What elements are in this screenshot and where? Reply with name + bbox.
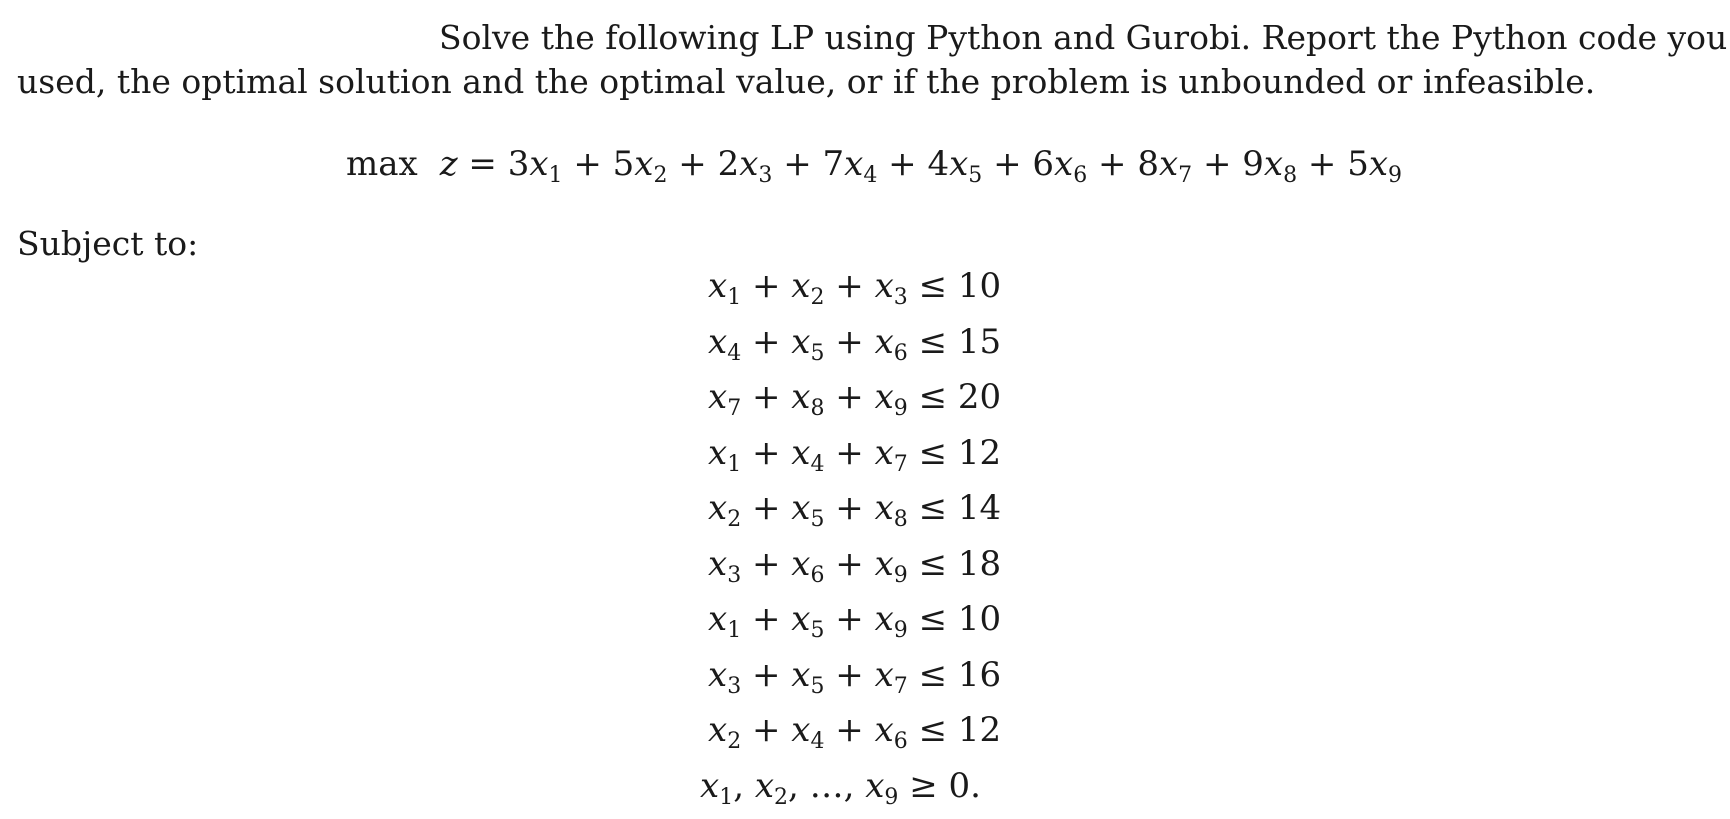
variable-subscript: 4 (727, 341, 741, 366)
objective-term (508, 144, 563, 184)
variable-subscript: 9 (1388, 163, 1402, 188)
subject-to-label: Subject to: (17, 222, 1697, 266)
variable: $x_2$ (708, 488, 741, 528)
variable-subscript: 5 (810, 618, 824, 643)
variable-subscript: 7 (1178, 163, 1192, 188)
variable-subscript: 4 (810, 452, 824, 477)
variable-subscript: 5 (810, 674, 824, 699)
variable: $x_7$ (875, 433, 908, 473)
variable-subscript: 9 (894, 396, 908, 421)
problem-statement-line-2: used, the optimal solution and the optimal value, or if the problem is unbounded or infeasible. (17, 60, 1697, 104)
problem-statement-line-1: Solve the following LP using Python and Gurobi. Report the Python code you (439, 16, 1709, 60)
variable-subscript: 9 (884, 785, 898, 810)
objective-sense: max (346, 144, 418, 184)
variable: $x_8$ (1264, 144, 1297, 184)
variable: $x_4$ (791, 710, 824, 750)
variable-subscript: 9 (894, 618, 908, 643)
variable: $x_9$ (875, 544, 908, 584)
variable: $x_2$ (708, 710, 741, 750)
constraint-row: $x_1 + x_5 + x_9 \le 10$ (708, 597, 1108, 653)
variable-subscript: 2 (727, 507, 741, 532)
variable: $x_6$ (791, 544, 824, 584)
constraint-row: $x_2 + x_5 + x_8 \le 14$ (708, 486, 1108, 542)
constraint-row: $x_3 + x_6 + x_9 \le 18$ (708, 542, 1108, 598)
variable-subscript: 1 (727, 618, 741, 643)
variable: $x_6$ (875, 710, 908, 750)
variable-subscript: 4 (810, 729, 824, 754)
variable-subscript: 1 (727, 285, 741, 310)
variable: $x_2$ (634, 144, 667, 184)
variable-subscript: 7 (727, 396, 741, 421)
variable: $x_9$ (1369, 144, 1402, 184)
coefficient: 5 (613, 144, 635, 184)
variable-subscript: 6 (810, 563, 824, 588)
variable-subscript: 5 (810, 341, 824, 366)
variable-subscript: 2 (774, 785, 788, 810)
variable: $x_3$ (875, 266, 908, 306)
constraint-row: $x_1 + x_2 + x_3 \le 10$ (708, 264, 1108, 320)
constraint-row: $x_1 + x_4 + x_7 \le 12$ (708, 431, 1108, 487)
objective-term (613, 144, 668, 184)
objective-function: $\max z = 3x_1 + 5x_2 + 2x_3 + 7x_4 + 4x_5 + 6x_6 + 8x_7 + 9x_8 + 5x_9$ (346, 142, 1402, 186)
constraint-rhs: 14 (958, 488, 1001, 528)
variable: $x_5$ (791, 599, 824, 639)
objective-variable: z (440, 144, 458, 184)
variable: $x_6$ (1054, 144, 1087, 184)
variable: $x_3$ (739, 144, 772, 184)
variable: $x_1$ (708, 433, 741, 473)
variable: $x_5$ (791, 488, 824, 528)
variable-subscript: 8 (894, 507, 908, 532)
variable-subscript: 2 (727, 729, 741, 754)
variable-subscript: 2 (653, 163, 667, 188)
variable: $x_4$ (708, 322, 741, 362)
variable: $x_5$ (791, 322, 824, 362)
variable-subscript: 3 (758, 163, 772, 188)
nonnegativity-constraint: $x_1$, $x_2$, …, $x_9 \ge 0$. (700, 764, 1108, 819)
variable-subscript: 3 (727, 674, 741, 699)
variable-subscript: 1 (719, 785, 733, 810)
objective-term (1242, 144, 1297, 184)
variable-subscript: 8 (1283, 163, 1297, 188)
variable-subscript: 5 (810, 507, 824, 532)
objective-term (1032, 144, 1087, 184)
variable: $x_1$ (708, 599, 741, 639)
variable-subscript: 1 (549, 163, 563, 188)
variable: $x_5$ (791, 655, 824, 695)
objective-term (718, 144, 773, 184)
coefficient: 4 (927, 144, 949, 184)
variable: $x_1$ (700, 766, 733, 806)
coefficient: 8 (1137, 144, 1159, 184)
variable: $x_8$ (875, 488, 908, 528)
variable: $x_8$ (791, 377, 824, 417)
constraint-row: $x_7 + x_8 + x_9 \le 20$ (708, 375, 1108, 431)
objective-terms: $3x_1 + 5x_2 + 2x_3 + 7x_4 + 4x_5 + 6x_6 + 8x_7 + 9x_8 + 5x_9$ (508, 144, 1402, 184)
constraint-row: $x_4 + x_5 + x_6 \le 15$ (708, 320, 1108, 376)
constraint-rhs: 0. (949, 766, 981, 806)
variable: $x_2$ (755, 766, 788, 806)
coefficient: 6 (1032, 144, 1054, 184)
objective-term (927, 144, 982, 184)
variable-subscript: 6 (894, 729, 908, 754)
variable-subscript: 6 (894, 341, 908, 366)
variable-subscript: 6 (1073, 163, 1087, 188)
objective-term (1137, 144, 1192, 184)
variable-subscript: 2 (810, 285, 824, 310)
coefficient: 7 (823, 144, 845, 184)
variable-subscript: 9 (894, 563, 908, 588)
variable: $x_3$ (708, 544, 741, 584)
variable-subscript: 4 (863, 163, 877, 188)
objective-term (823, 144, 878, 184)
variable-subscript: 7 (894, 452, 908, 477)
constraint-rhs: 10 (958, 599, 1001, 639)
constraint-rhs: 16 (958, 655, 1001, 695)
constraint-rhs: 12 (958, 433, 1001, 473)
constraint-rhs: 12 (958, 710, 1001, 750)
variable: $x_7$ (875, 655, 908, 695)
constraint-rhs: 10 (958, 266, 1001, 306)
variable: $x_1$ (708, 266, 741, 306)
variable: $x_3$ (708, 655, 741, 695)
variable: $x_4$ (791, 433, 824, 473)
variable: $x_2$ (791, 266, 824, 306)
constraint-list (708, 264, 1108, 819)
variable: $x_6$ (875, 322, 908, 362)
coefficient: 3 (508, 144, 530, 184)
variable: $x_4$ (844, 144, 877, 184)
variable-subscript: 7 (894, 674, 908, 699)
variable: $x_9$ (875, 377, 908, 417)
coefficient: 2 (718, 144, 740, 184)
constraint-rhs: 15 (958, 322, 1001, 362)
constraint-rhs: 20 (958, 377, 1001, 417)
variable: $x_1$ (529, 144, 562, 184)
variable: $x_9$ (865, 766, 898, 806)
variable-subscript: 5 (968, 163, 982, 188)
constraint-row: $x_2 + x_4 + x_6 \le 12$ (708, 708, 1108, 764)
constraint-rhs: 18 (958, 544, 1001, 584)
variable: $x_7$ (1159, 144, 1192, 184)
constraint-row: $x_3 + x_5 + x_7 \le 16$ (708, 653, 1108, 709)
variable-subscript: 8 (810, 396, 824, 421)
variable-subscript: 3 (727, 563, 741, 588)
variable: $x_9$ (875, 599, 908, 639)
variable: $x_5$ (949, 144, 982, 184)
variable: $x_7$ (708, 377, 741, 417)
variable-subscript: 1 (727, 452, 741, 477)
variable-subscript: 3 (894, 285, 908, 310)
objective-term (1347, 144, 1402, 184)
coefficient: 9 (1242, 144, 1264, 184)
coefficient: 5 (1347, 144, 1369, 184)
